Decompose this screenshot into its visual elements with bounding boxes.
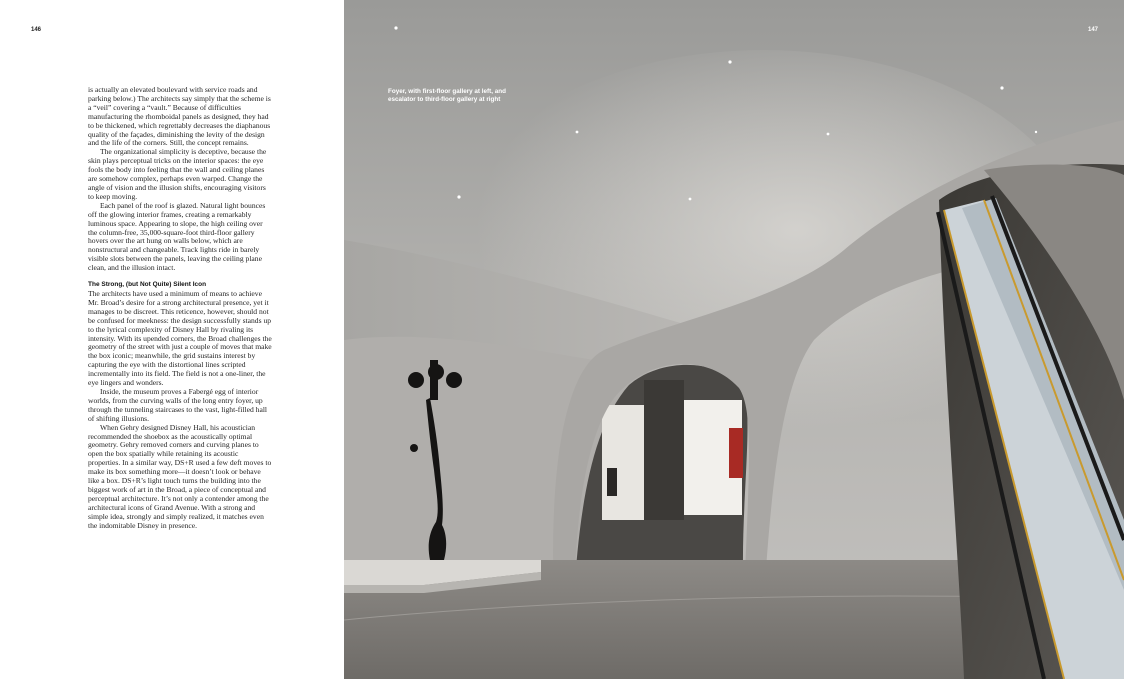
body-paragraph: The organizational simplicity is deceptive, because the skin plays perceptual tricks on the interior spaces: the eye fools the body into feeling that the wall and ceiling planes are somehow complex, perhaps even warped. Change the angle of vision and the illusion shifts, encouraging visitors to keep moving. <box>88 147 267 201</box>
body-paragraph: When Gehry designed Disney Hall, his acoustician recommended the shoebox as the acoustically optimal geometry. Gehry removed corners and curving planes to open the box spatially while retaining its acoustic properties. In a similar way, DS+R used a few deft moves to make its box something more—it doesn’t look or behave like a box. DS+R’s light touch turns the building into the biggest work of art in the Broad, a piece of conceptual and perceptual architecture. It’s not only a contender among the architectural icons of Grand Avenue. With a strong and simple idea, strongly and simply realized, it matches even the indomitable Disney in presence. <box>88 422 272 530</box>
photo-caption: Foyer, with first-floor gallery at left, and escalator to third-floor gallery at right <box>388 88 506 104</box>
body-paragraph: is actually an elevated boulevard with service roads and parking below.) The architects say simply that the scheme is a “veil” covering a “vault.” Because of difficulties manufacturing the rhomboidal panels as designed, they had to be thickened, which regrettably decreases the diaphanous quality of the façades, diminishing the levity of the design and the life of the corners. Still, the concept remains. <box>88 85 271 148</box>
page-number-left: 146 <box>31 27 42 33</box>
page-number-right: 147 <box>1087 27 1098 33</box>
body-paragraph: Each panel of the roof is glazed. Natural light bounces off the glowing interior frames, creating a remarkably luminous space. Appearing to slope, the high ceiling over the column-free, 35,000-square-foot third-floor gallery hovers over the art hung on walls below, which are nonstructural and changeable. Track lights ride in barely visible slots between the panels, leaving the ceiling plane clean, and the illusion intact. <box>88 200 266 273</box>
paragraph-group-1 <box>88 86 272 273</box>
body-paragraph: The architects have used a minimum of means to achieve Mr. Broad’s desire for a strong architectural presence, yet it manages to be discreet. This reticence, however, should not be confused for meekness: the design successfully stands up to the lyrical complexity of Disney Hall by rivaling its intensity. With its upended corners, the Broad challenges the geometry of the street with just a couple of moves that make the box iconic; meanwhile, the grid sustains interest by capturing the eye with the distortional lines scripted incrementally into its field. The field is not a one-liner, the eye lingers and wonders. <box>88 289 272 388</box>
body-paragraph: Inside, the museum proves a Fabergé egg of interior worlds, from the curving walls of the long entry foyer, up through the tunneling staircases to the vast, light-filled hall of shifting illusions. <box>88 387 268 423</box>
body-text-column <box>88 86 272 531</box>
left-page <box>0 0 344 679</box>
section-subheading: The Strong, (but Not Quite) Silent Icon <box>88 281 207 289</box>
paragraph-group-2 <box>88 290 272 530</box>
